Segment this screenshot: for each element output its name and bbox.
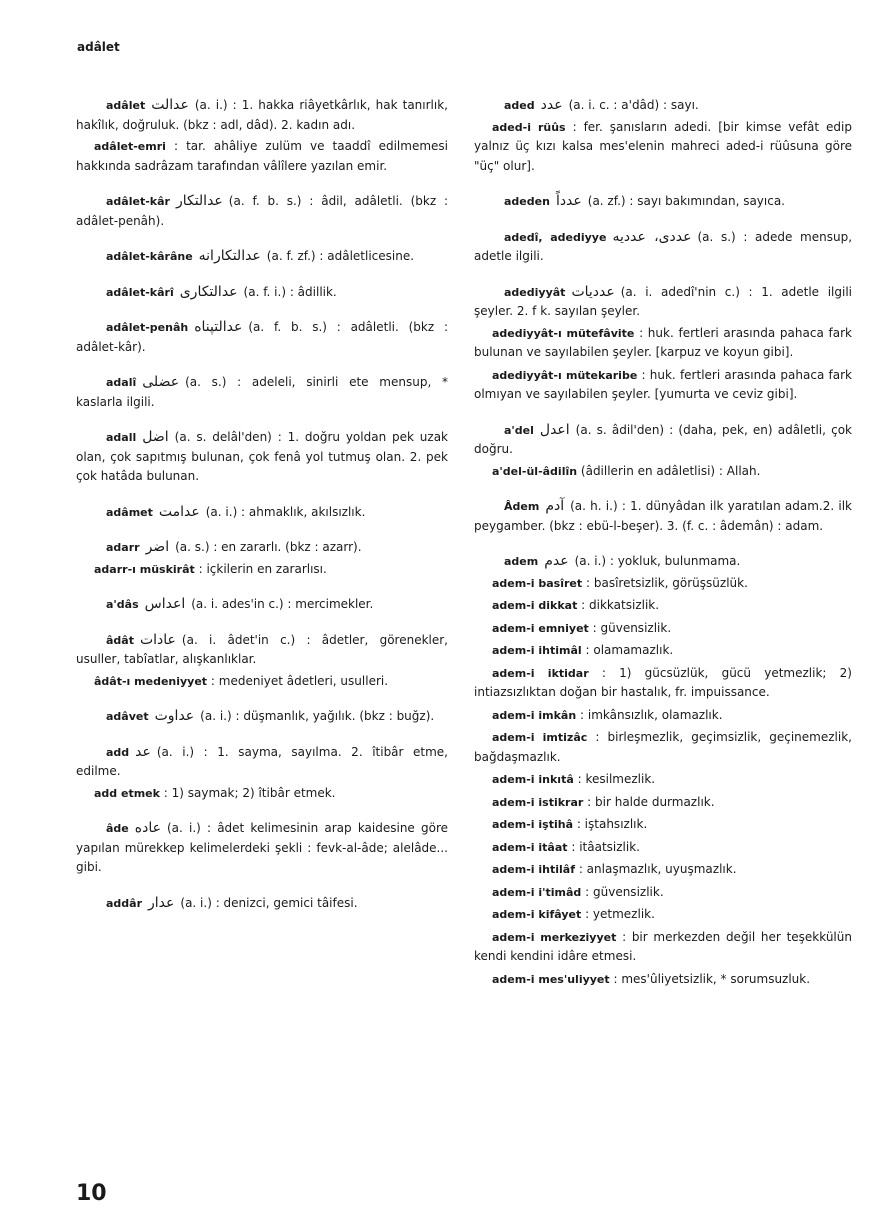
entry-headword: âde <box>106 822 129 835</box>
dictionary-entry <box>76 819 448 878</box>
dictionary-entry <box>474 706 852 726</box>
entry-definition: : dikkatsizlik. <box>581 598 660 612</box>
entry-headword: adem-i ihtilâf <box>492 863 575 876</box>
entry-definition: (a. i.) : ahmaklık, akılsızlık. <box>205 504 366 519</box>
entry-definition: : anlaşmazlık, uyuşmazlık. <box>578 862 737 876</box>
dictionary-entry <box>474 552 852 572</box>
dictionary-entry <box>76 560 448 580</box>
dictionary-entry <box>474 770 852 790</box>
entry-arabic-script: اعدل <box>539 421 570 438</box>
entry-arabic-script: عدالت <box>151 97 189 113</box>
dictionary-entry <box>474 192 852 212</box>
entry-definition: (a. i.) : âdet kelimesinin arap kaidesine göre yapılan mürekkep kelimelerdeki şekli : fevk-al-âde; alelâde... gibi. <box>76 821 448 874</box>
entry-arabic-script: عدالتپناه <box>194 319 243 335</box>
dictionary-entry <box>474 421 852 460</box>
entry-arabic-script: عد <box>135 743 151 760</box>
entry-arabic-script: عدد <box>540 97 563 113</box>
entry-arabic-script: عددى، عدديه <box>612 228 692 245</box>
entry-definition: : 1) gücsüzlük, gücü yetmezlik; 2) intiazsızlıktan doğan bir hastalık, fr. impuissance. <box>474 665 852 699</box>
entry-headword: adem-i kifâyet <box>492 908 582 921</box>
entry-definition: : iştahsızlık. <box>576 817 648 831</box>
dictionary-entry <box>76 373 448 412</box>
dictionary-entry <box>76 192 448 231</box>
entry-arabic-script: اعداس <box>144 596 186 612</box>
entry-headword: adem-i inkıtâ <box>492 773 574 786</box>
dictionary-entry <box>474 815 852 835</box>
entry-definition: (a. h. i.) : 1. dünyâdan ilk yaratılan adam.2. ilk peygamber. (bkz : ebü-l-beşer). 3. (f. c. : âdemân) : adam. <box>474 499 852 533</box>
dictionary-entry <box>76 247 448 267</box>
entry-headword: âdât <box>106 633 134 647</box>
entry-headword: aded-i rüûs <box>492 120 566 134</box>
entry-definition: : güvensizlik. <box>592 620 672 635</box>
entry-definition: : 1) saymak; 2) îtibâr etmek. <box>163 785 336 800</box>
entry-arabic-script: آدم <box>545 498 565 514</box>
dictionary-entry <box>474 283 852 322</box>
entry-arabic-script: عضلى <box>142 374 180 390</box>
dictionary-entry <box>474 96 852 116</box>
entry-headword: adâlet-emri <box>94 140 166 153</box>
entry-headword: adarr <box>106 541 140 554</box>
dictionary-entry <box>474 838 852 858</box>
entry-arabic-script: عدار <box>148 894 175 911</box>
entry-headword: adem-i emniyet <box>492 621 589 635</box>
entry-definition: (a. s. âdil'den) : (daha, pek, en) adâletli, çok doğru. <box>474 422 852 456</box>
entry-definition: (a. s. delâl'den) : 1. doğru yoldan pek uzak olan, çok sapıtmış bulunan, çok fenâ yol tutmuş olan. 2. pek çok hatâda bulunan. <box>76 430 448 483</box>
entry-definition: : bir merkezden değil her teşekkülün kendi kendini idâre etmesi. <box>474 929 852 963</box>
entry-headword: adem-i ihtimâl <box>492 644 582 657</box>
entry-definition: : mes'ûliyetsizlik, * sorumsuzluk. <box>613 971 811 986</box>
dictionary-entry <box>474 664 852 703</box>
entry-definition: (a. s.) : en zararlı. (bkz : azarr). <box>175 540 362 554</box>
entry-headword: add <box>106 745 130 759</box>
entry-headword: adem-i iktidar <box>492 666 589 680</box>
entry-headword: adem-i istikrar <box>492 795 584 809</box>
left-column <box>76 96 448 929</box>
entry-definition: : fer. şanısların adedi. [bir kimse vefât edip yalnız üç kızı kalsa mes'elenin mahreci aded-i rüûsuna göre "üç" olur]. <box>474 119 852 173</box>
entry-headword: a'del <box>504 423 534 437</box>
entry-headword: âdât-ı medeniyyet <box>94 674 208 688</box>
entry-arabic-script: عدديات <box>571 283 615 300</box>
dictionary-entry <box>76 631 448 670</box>
dictionary-entry <box>76 743 448 782</box>
page-number: 10 <box>76 1181 107 1206</box>
entry-headword: adarr-ı müskirât <box>94 562 195 576</box>
entry-arabic-script: اضر <box>145 539 170 555</box>
dictionary-entry <box>474 574 852 594</box>
entry-definition: : güvensizlik. <box>585 884 664 899</box>
entry-arabic-script: عادات <box>139 631 176 648</box>
entry-definition: (a. i.) : denizci, gemici tâifesi. <box>180 895 358 910</box>
dictionary-entry <box>474 928 852 967</box>
entry-headword: adem-i merkeziyyet <box>492 930 617 944</box>
entry-definition: (a. zf.) : sayı bakımından, sayıca. <box>587 194 785 208</box>
entry-arabic-script: عدداً <box>555 193 582 209</box>
entry-definition: (a. i. âdet'in c.) : âdetler, görenekler, usuller, tabîatlar, alışkanlıklar. <box>76 632 448 666</box>
dictionary-entry <box>76 538 448 558</box>
dictionary-entry <box>474 883 852 903</box>
dictionary-entry <box>474 118 852 177</box>
dictionary-entry <box>76 137 448 176</box>
entry-arabic-script: عاده <box>134 820 161 836</box>
dictionary-entry <box>474 860 852 880</box>
entry-headword: adem-i iştihâ <box>492 818 573 831</box>
entry-headword: adediyyât-ı mütekaribe <box>492 368 638 382</box>
entry-headword: adem-i imtizâc <box>492 731 588 744</box>
dictionary-entry <box>474 324 852 363</box>
entry-arabic-script: عدالتكارانه <box>198 248 261 264</box>
entry-headword: adâlet-kârî <box>106 285 174 299</box>
dictionary-entry <box>76 283 448 303</box>
entry-definition: : içkilerin en zararlısı. <box>198 561 327 576</box>
running-header: adâlet <box>77 40 120 54</box>
dictionary-entry <box>474 462 852 482</box>
entry-definition: (a. i.) : 1. hakka riâyetkârlık, hak tanırlık, hakîlık, doğruluk. (bkz : adl, dâd). 2. kadın adı. <box>76 98 448 132</box>
entry-definition: (a. f. zf.) : adâletlicesine. <box>266 249 415 263</box>
entry-headword: a'del-ül-âdilîn <box>492 464 578 478</box>
entry-definition: : olamamazlık. <box>585 643 674 657</box>
entry-headword: adedî, adediyye <box>504 230 607 244</box>
entry-definition: (a. i. adedî'nin c.) : 1. adetle ilgili şeyler. 2. f k. sayılan şeyler. <box>474 284 852 318</box>
entry-definition: : bir halde durmazlık. <box>587 794 715 809</box>
entry-definition: : basîretsizlik, görüşsüzlük. <box>585 575 748 590</box>
entry-arabic-script: عداوت <box>154 708 195 724</box>
dictionary-entry <box>76 707 448 727</box>
entry-arabic-script: عدالتكار <box>175 193 223 209</box>
entry-definition: : kesilmezlik. <box>577 772 656 786</box>
entry-headword: adem-i mes'uliyyet <box>492 972 610 986</box>
entry-definition: (a. i.) : düşmanlık, yağılık. (bkz : buğz). <box>200 709 435 723</box>
dictionary-entry <box>474 641 852 661</box>
dictionary-entry <box>76 595 448 615</box>
dictionary-entry <box>474 366 852 405</box>
dictionary-entry <box>76 318 448 357</box>
entry-definition: : birleşmezlik, geçimsizlik, geçinemezlik, bağdaşmazlık. <box>474 730 852 764</box>
entry-headword: aded <box>504 99 535 112</box>
entry-definition: (âdillerin en adâletlisi) : Allah. <box>580 463 761 478</box>
entry-headword: adem-i itâat <box>492 840 568 854</box>
right-column <box>474 96 852 989</box>
entry-definition: (a. f. b. s.) : adâletli. (bkz : adâlet-kâr). <box>76 320 448 354</box>
entry-definition: : imkânsızlık, olamazlık. <box>580 707 723 722</box>
dictionary-entry <box>474 728 852 767</box>
entry-arabic-script: عدم <box>544 553 569 569</box>
entry-headword: adall <box>106 431 137 444</box>
dictionary-entry <box>474 793 852 813</box>
dictionary-entry <box>474 596 852 616</box>
entry-headword: adâlet-kârâne <box>106 250 193 263</box>
entry-definition: (a. s.) : adede mensup, adetle ilgili. <box>474 229 853 263</box>
dictionary-entry <box>474 228 852 267</box>
dictionary-entry <box>76 428 448 487</box>
entry-definition: (a. i.) : 1. sayma, sayılma. 2. îtibâr etme, edilme. <box>76 744 448 778</box>
entry-headword: adeden <box>504 195 550 208</box>
entry-definition: (a. i. c. : a'dâd) : sayı. <box>568 98 699 112</box>
entry-headword: a'dâs <box>106 598 139 611</box>
entry-headword: add etmek <box>94 786 160 800</box>
entry-headword: adâvet <box>106 710 149 723</box>
entry-definition: : yetmezlik. <box>585 907 655 921</box>
entry-headword: adâlet <box>106 99 146 112</box>
entry-arabic-script: اضل <box>142 429 169 445</box>
dictionary-entry <box>76 672 448 692</box>
entry-definition: : huk. fertleri arasında pahaca fark bulunan ve sayılabilen şeyler. [karpuz ve koyun gibi]. <box>474 325 852 359</box>
entry-headword: adem-i imkân <box>492 708 577 722</box>
entry-arabic-script: عدامت <box>158 503 200 520</box>
entry-headword: addâr <box>106 896 143 910</box>
entry-headword: adalî <box>106 376 137 389</box>
entry-definition: : medeniyet âdetleri, usulleri. <box>210 673 389 688</box>
entry-headword: adâlet-kâr <box>106 195 170 208</box>
dictionary-entry <box>474 970 852 990</box>
dictionary-entry <box>76 894 448 914</box>
entry-headword: adâmet <box>106 505 153 519</box>
dictionary-entry <box>76 784 448 804</box>
entry-definition: (a. f. i.) : âdillik. <box>243 284 337 299</box>
entry-headword: adem-i dikkat <box>492 599 578 612</box>
entry-definition: (a. f. b. s.) : âdil, adâletli. (bkz : adâlet-penâh). <box>76 194 448 228</box>
dictionary-entry <box>76 96 448 135</box>
dictionary-entry <box>474 497 852 536</box>
entry-arabic-script: عدالتكارى <box>179 283 238 300</box>
entry-headword: adem-i i'timâd <box>492 885 582 899</box>
entry-headword: Âdem <box>504 500 540 513</box>
entry-definition: : huk. fertleri arasında pahaca fark olmıyan ve sayılabilen şeyler. [yumurta ve ceviz gibi]. <box>474 367 852 401</box>
dictionary-entry <box>76 503 448 523</box>
entry-headword: adem-i basîret <box>492 576 583 590</box>
entry-definition: (a. i. ades'in c.) : mercimekler. <box>191 597 374 611</box>
entry-headword: adediyyât-ı mütefâvite <box>492 326 635 340</box>
entry-definition: : tar. ahâliye zulüm ve taaddî edilmemesi hakkında sadrâzam tarafından vâlîlere yazılan emir. <box>76 139 448 173</box>
entry-definition: : itâatsizlik. <box>571 839 640 854</box>
entry-headword: adâlet-penâh <box>106 321 189 334</box>
entry-headword: adediyyât <box>504 285 566 299</box>
dictionary-entry <box>474 905 852 925</box>
entry-definition: (a. i.) : yokluk, bulunmama. <box>574 554 741 568</box>
entry-definition: (a. s.) : adeleli, sinirli ete mensup, * kaslarla ilgili. <box>76 375 448 409</box>
entry-headword: adem <box>504 555 539 568</box>
dictionary-entry <box>474 619 852 639</box>
